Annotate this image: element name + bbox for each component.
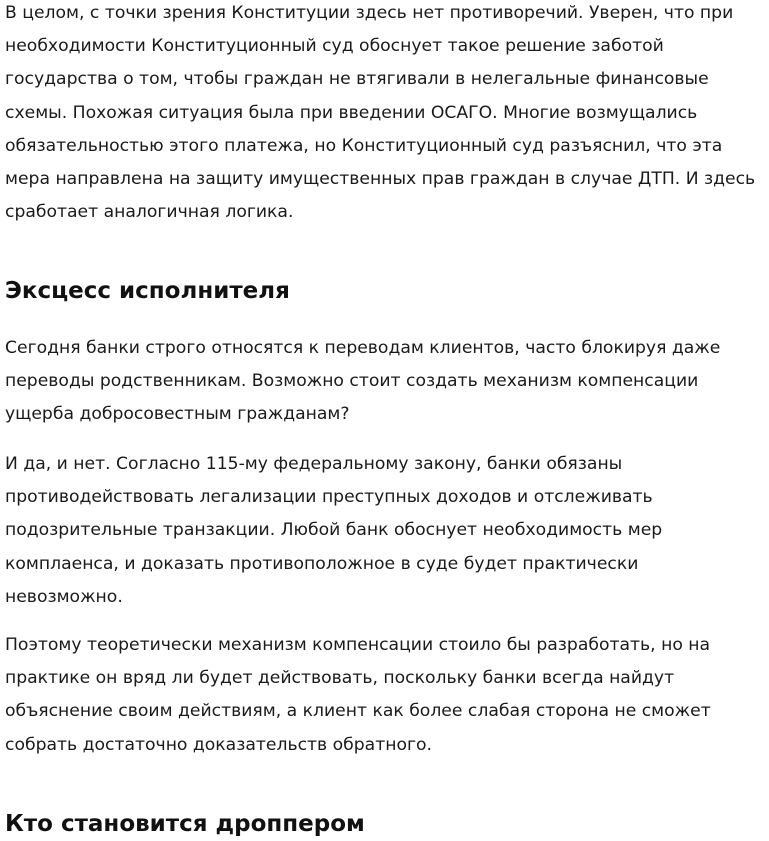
article-paragraph: Поэтому теоретически механизм компенсации стоило бы разработать, но на практике он вряд ли будет действовать, поскольку банки всегда найдут объяснение своим действиям, а клиент как более слабая сторона не сможет собрать достаточно доказательств обратного. xyxy=(5,635,711,755)
article-paragraph: В целом, с точки зрения Конституции здесь нет противоречий. Уверен, что при необходимости Конституционный суд обоснует такое решение заботой государства о том, чтобы граждан не втягивали в нелегальные финансовые схемы. Похожая ситуация была при введении ОСАГО. Многие возмущались обязательностью этого платежа, но Конституционный суд разъяснил, что эта мера направлена на защиту имущественных прав граждан в случае ДТП. И здесь сработает аналогичная логика. xyxy=(5,3,756,223)
article-paragraph: Сегодня банки строго относятся к переводам клиентов, часто блокируя даже переводы родственникам. Возможно стоит создать механизм компенсации ущерба добросовестным гражданам? xyxy=(5,338,721,425)
section-heading: Эксцесс исполнителя xyxy=(5,278,290,304)
article-paragraph: И да, и нет. Согласно 115-му федеральному закону, банки обязаны противодействовать легализации преступных доходов и отслеживать подозрительные транзакции. Любой банк обоснует необходимость мер комплаенса, и доказать противоположное в суде будет практически невозможно. xyxy=(5,454,663,607)
section-heading: Кто становится дроппером xyxy=(5,811,365,837)
